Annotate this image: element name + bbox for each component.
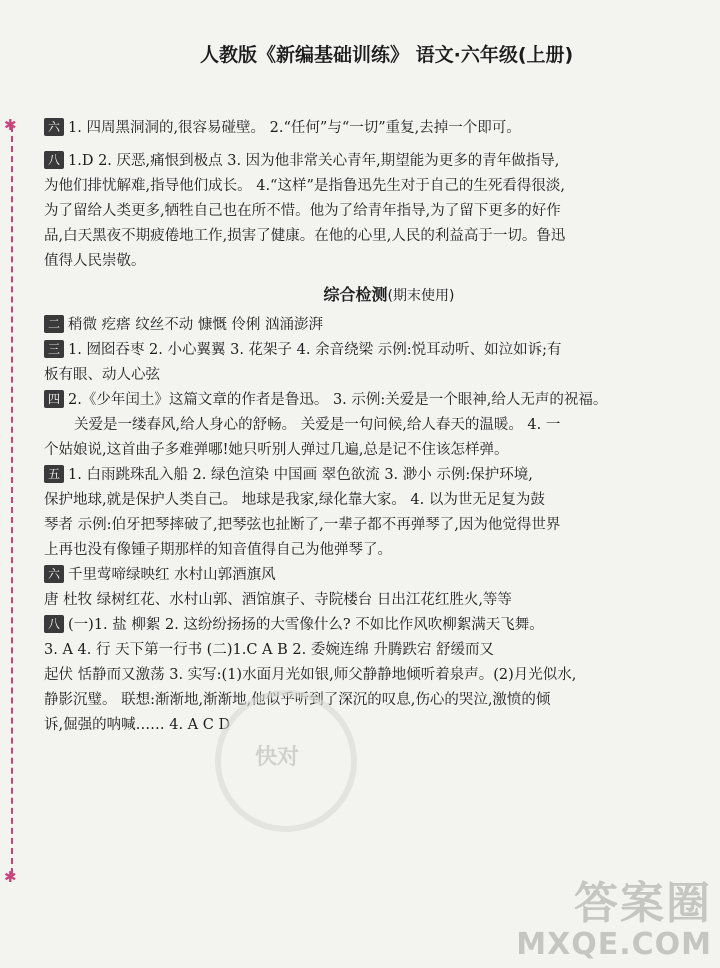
answer-text: 2.《少年闰土》这篇文章的作者是鲁迅。 3. 示例:关爱是一个眼神,给人无声的祝福。 xyxy=(68,392,608,408)
answer-text: 诉,倔强的呐喊…… 4. A C D xyxy=(44,717,231,733)
answer-line xyxy=(44,313,684,338)
question-number-badge: 五 xyxy=(44,465,64,483)
answer-text: 为了留给人类更多,牺牲自己也在所不惜。他为了给青年指导,为了留下更多的好作 xyxy=(44,203,561,219)
answer-line xyxy=(44,413,684,438)
answer-line xyxy=(44,488,684,513)
answer-line xyxy=(44,249,684,274)
question-number-badge: 三 xyxy=(44,340,64,358)
stamp-text: 快对 xyxy=(255,745,300,770)
answer-text: (一)1. 盐 柳絮 2. 这纷纷扬扬的大雪像什么? 不如比作风吹柳絮满天飞舞。 xyxy=(68,617,544,633)
answer-line xyxy=(44,613,684,638)
section-subtitle: (期末使用) xyxy=(387,288,455,304)
question-number-badge: 八 xyxy=(44,615,64,633)
answer-line xyxy=(44,513,684,538)
part-one-answers xyxy=(44,116,684,274)
answer-text: 保护地球,就是保护人类自己。 地球是我家,绿化靠大家。 4. 以为世无足复为鼓 xyxy=(44,492,545,508)
question-number-badge: 八 xyxy=(44,151,64,169)
answer-line xyxy=(44,638,684,663)
answer-line xyxy=(44,663,684,688)
answer-text: 1. 四周黑洞洞的,很容易碰壁。 2.“任何”与“一切”重复,去掉一个即可。 xyxy=(68,120,521,136)
question-number-badge: 二 xyxy=(44,315,64,333)
answer-text: 唐 杜牧 绿树红花、水村山郭、酒馆旗子、寺院楼台 日出江花红胜火,等等 xyxy=(44,592,512,608)
margin-star-icon: ✱ xyxy=(4,868,17,886)
answer-line xyxy=(44,338,684,363)
answer-text: 为他们排忧解难,指导他们成长。 4.“这样”是指鲁迅先生对于自己的生死看得很淡, xyxy=(44,178,565,194)
answer-line xyxy=(44,388,684,413)
page-header-title: 人教版《新编基础训练》 语文·六年级(上册) xyxy=(200,44,574,66)
margin-dashed-line xyxy=(11,126,13,874)
answer-text: 琴者 示例:伯牙把琴摔破了,把琴弦也扯断了,一辈子都不再弹琴了,因为他觉得世界 xyxy=(44,517,561,533)
answer-line xyxy=(44,363,684,388)
answer-text: 稍微 疙瘩 纹丝不动 慷慨 伶俐 汹涌澎湃 xyxy=(68,317,324,333)
answer-text: 1.D 2. 厌恶,痛恨到极点 3. 因为他非常关心青年,期望能为更多的青年做指导, xyxy=(68,153,560,169)
answer-text: 个姑娘说,这首曲子多难弹哪!她只听别人弹过几遍,总是记不住该怎样弹。 xyxy=(44,442,509,458)
answer-text: 起伏 恬静而又激荡 3. 实写:(1)水面月光如银,师父静静地倾听着泉声。(2)月光似水, xyxy=(44,667,577,683)
section-title xyxy=(94,282,684,309)
answer-text: 上再也没有像锺子期那样的知音值得自己为他弹琴了。 xyxy=(44,542,392,558)
answer-line xyxy=(44,224,684,249)
answer-content xyxy=(44,116,684,738)
answer-line xyxy=(44,199,684,224)
answer-text: 品,白天黑夜不期疲倦地工作,损害了健康。在他的心里,人民的利益高于一切。鲁迅 xyxy=(44,228,566,244)
section-title-text: 综合检测 xyxy=(323,285,388,304)
answer-text: 千里莺啼绿映红 水村山郭酒旗风 xyxy=(68,567,276,583)
watermark-line1: 答案圈 xyxy=(574,878,712,929)
answer-line xyxy=(44,463,684,488)
answer-line xyxy=(44,438,684,463)
question-number-badge: 四 xyxy=(44,390,64,408)
answer-line xyxy=(44,116,684,141)
question-number-badge: 六 xyxy=(44,118,64,136)
part-two-answers xyxy=(44,313,684,738)
answer-line xyxy=(44,149,684,174)
answer-text: 1. 囫囵吞枣 2. 小心翼翼 3. 花架子 4. 余音绕梁 示例:悦耳动听、如泣如诉;有 xyxy=(68,342,562,358)
margin-star-icon: ✱ xyxy=(4,116,17,134)
answer-line xyxy=(44,713,684,738)
answer-line xyxy=(44,588,684,613)
answer-text: 3. A 4. 行 天下第一行书 (二)1.C A B 2. 委婉连绵 升腾跌宕 舒缓而又 xyxy=(44,642,495,658)
answer-text: 值得人民崇敬。 xyxy=(44,253,146,269)
answer-line xyxy=(44,174,684,199)
answer-line xyxy=(44,538,684,563)
answer-text: 静影沉璧。 联想:渐渐地,渐渐地,他似乎听到了深沉的叹息,伤心的哭泣,激愤的倾 xyxy=(44,692,551,708)
answer-line xyxy=(44,563,684,588)
answer-text: 关爱是一缕春风,给人身心的舒畅。 关爱是一句问候,给人春天的温暖。 4. 一 xyxy=(74,417,561,433)
question-number-badge: 六 xyxy=(44,565,64,583)
answer-line xyxy=(44,688,684,713)
answer-text: 1. 白雨跳珠乱入船 2. 绿色渲染 中国画 翠色欲流 3. 渺小 示例:保护环境, xyxy=(68,467,533,483)
answer-text: 板有眼、动人心弦 xyxy=(44,367,160,383)
watermark-logo xyxy=(516,878,712,962)
watermark-line2: MXQE.COM xyxy=(516,927,712,962)
